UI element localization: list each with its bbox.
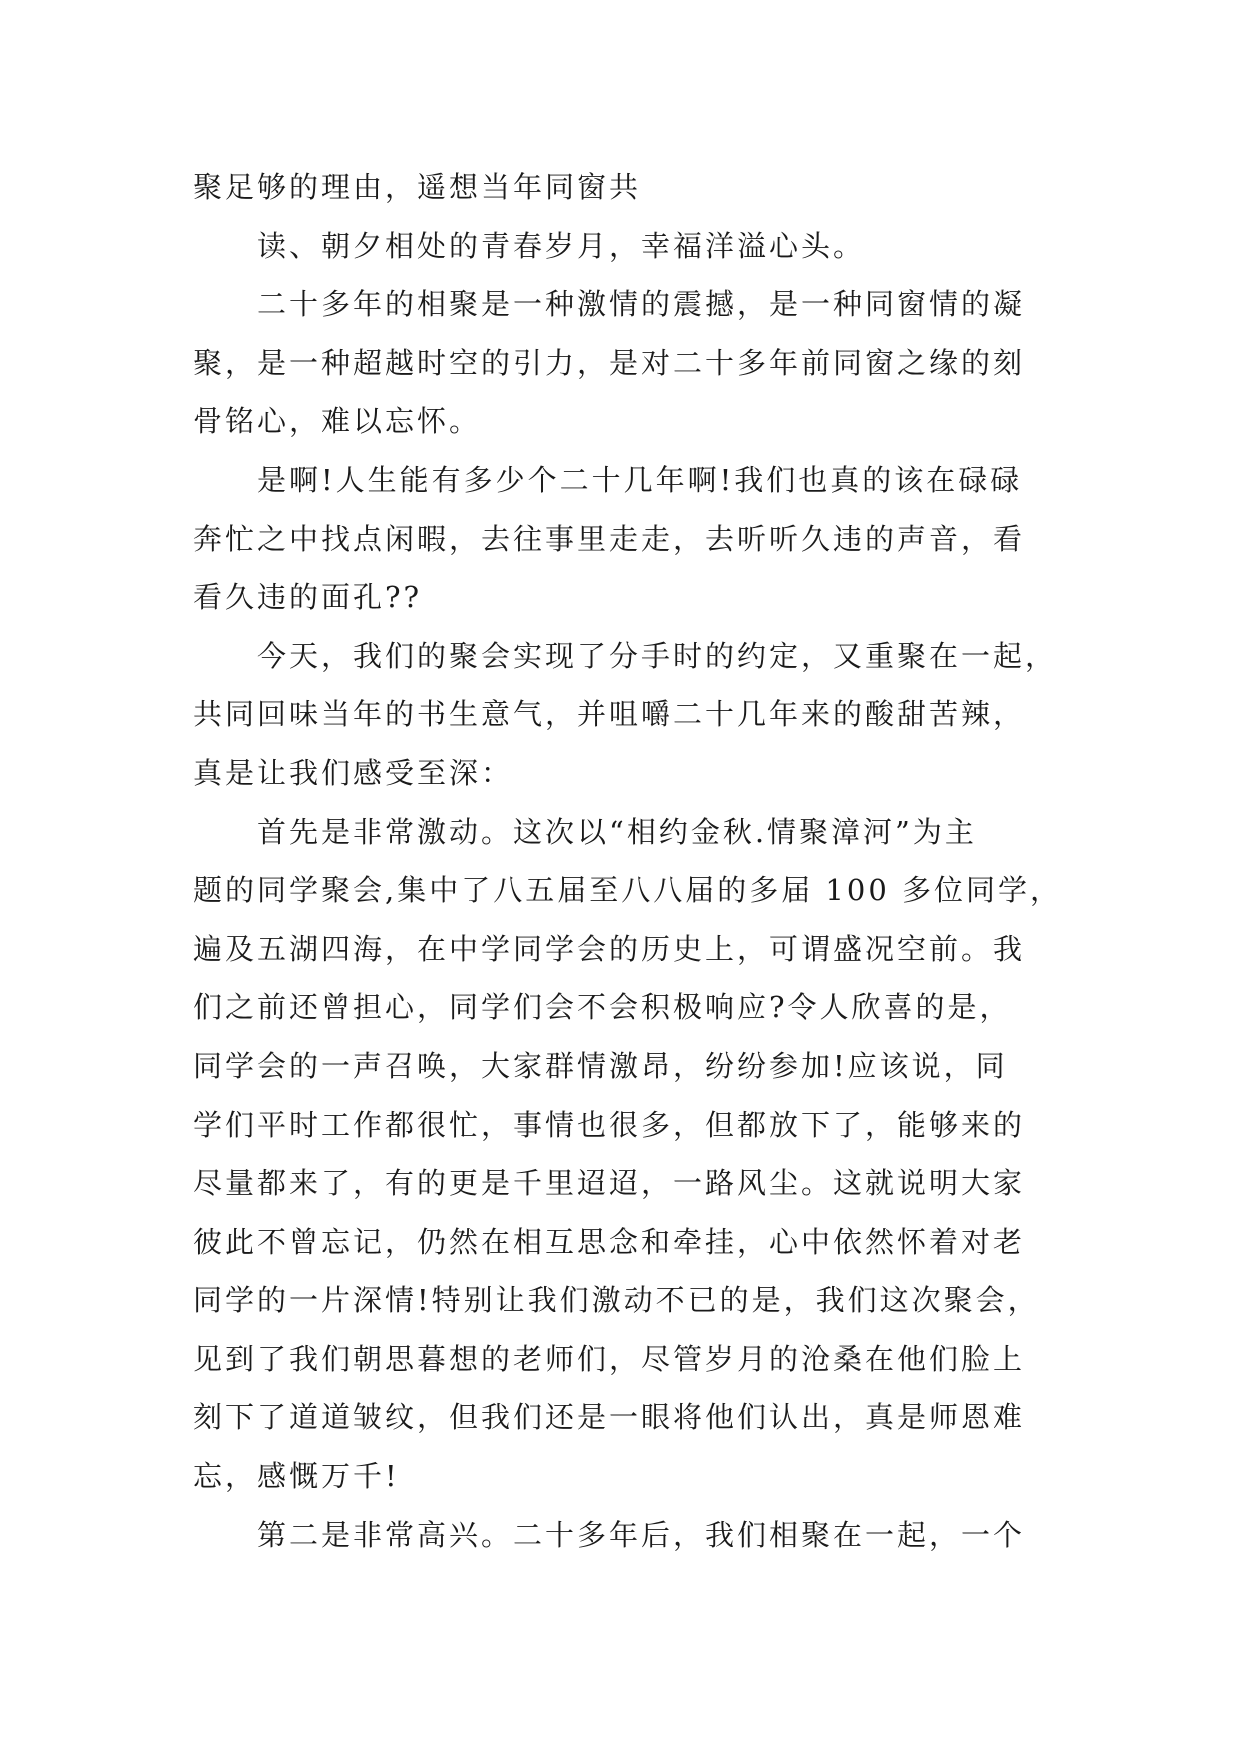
text-line: 骨铭心，难以忘怀。 bbox=[193, 404, 482, 439]
text-line: 第二是非常高兴。二十多年后，我们相聚在一起，一个 bbox=[257, 1517, 1026, 1552]
text-line: 同学会的一声召唤，大家群情激昂，纷纷参加!应该说，同 bbox=[193, 1048, 1008, 1083]
text-line: 聚足够的理由，遥想当年同窗共 bbox=[193, 170, 642, 204]
text-line: 二十多年的相聚是一种激情的震撼，是一种同窗情的凝 bbox=[257, 287, 1026, 322]
text-line: 见到了我们朝思暮想的老师们，尽管岁月的沧桑在他们脸上 bbox=[193, 1341, 1026, 1376]
text-line: 是啊!人生能有多少个二十几年啊!我们也真的该在碌碌 bbox=[257, 462, 1023, 497]
text-line: 读、朝夕相处的青春岁月，幸福洋溢心头。 bbox=[257, 228, 866, 263]
text-line: 彼此不曾忘记，仍然在相互思念和牵挂，心中依然怀着对老 bbox=[193, 1224, 1026, 1259]
text-line: 刻下了道道皱纹，但我们还是一眼将他们认出，真是师恩难 bbox=[193, 1400, 1026, 1435]
text-line: 共同回味当年的书生意气，并咀嚼二十几年来的酸甜苦辣， bbox=[193, 697, 1026, 732]
text-line: 聚，是一种超越时空的引力，是对二十多年前同窗之缘的刻 bbox=[193, 345, 1026, 380]
text-line: 同学的一片深情!特别让我们激动不已的是，我们这次聚会， bbox=[193, 1283, 1040, 1318]
text-line: 题的同学聚会,集中了八五届至八八届的多届 100 多位同学， bbox=[193, 873, 1063, 908]
text-line: 看久违的面孔?? bbox=[193, 580, 423, 615]
text-line: 学们平时工作都很忙，事情也很多，但都放下了，能够来的 bbox=[193, 1107, 1026, 1142]
text-line: 真是让我们感受至深： bbox=[193, 755, 514, 790]
text-line: 忘，感慨万千! bbox=[193, 1459, 400, 1494]
text-line: 首先是非常激动。这次以“相约金秋.情聚漳河”为主 bbox=[257, 814, 977, 849]
text-line: 奔忙之中找点闲暇，去往事里走走，去听听久违的声音，看 bbox=[193, 521, 1026, 556]
document-body bbox=[193, 158, 1063, 1564]
text-line: 今天，我们的聚会实现了分手时的约定，又重聚在一起， bbox=[257, 638, 1058, 673]
text-line: 遍及五湖四海，在中学同学会的历史上，可谓盛况空前。我 bbox=[193, 931, 1026, 966]
text-line: 们之前还曾担心，同学们会不会积极响应?令人欣喜的是， bbox=[193, 990, 1012, 1025]
text-line: 尽量都来了，有的更是千里迢迢，一路风尘。这就说明大家 bbox=[193, 1166, 1026, 1201]
